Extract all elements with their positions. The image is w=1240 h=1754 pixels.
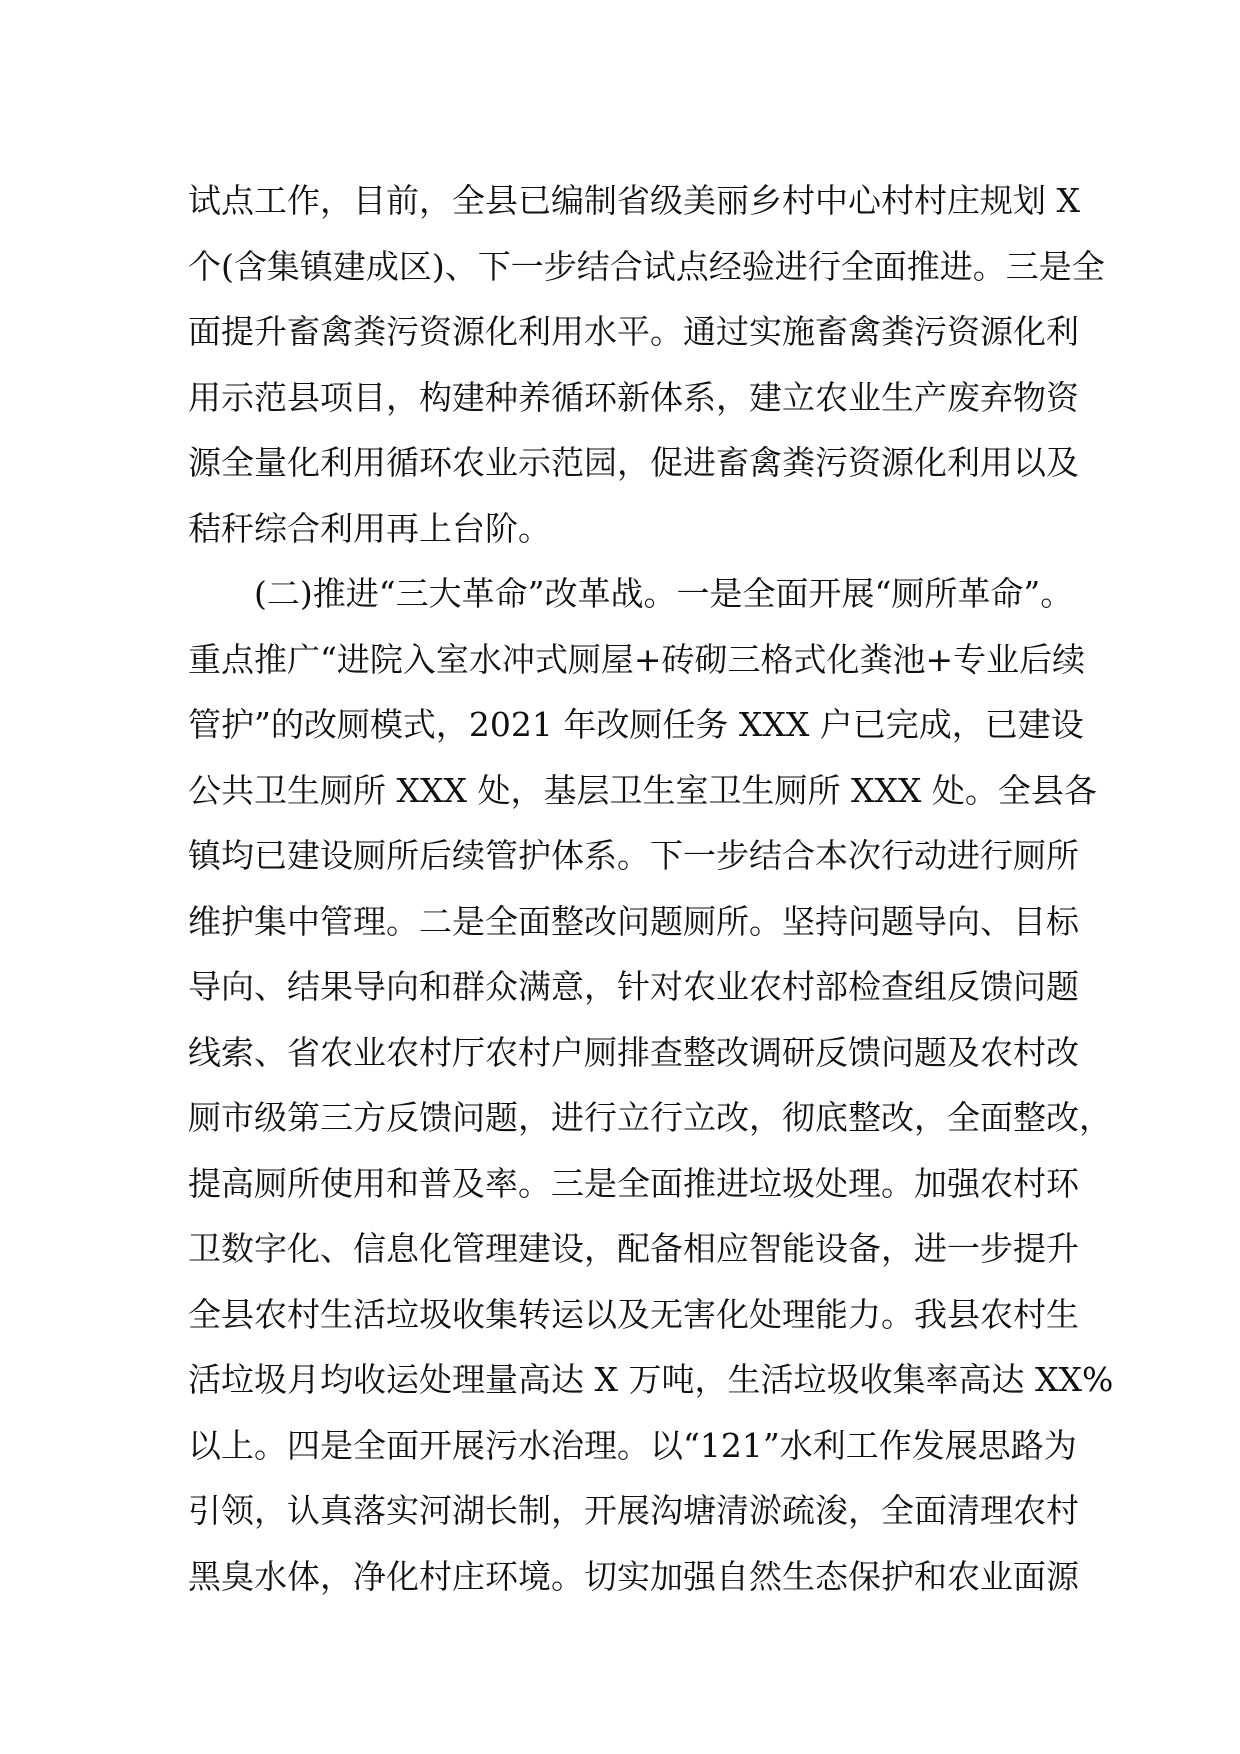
text-line: 维护集中管理。二是全面整改问题厕所。坚持问题导向、目标 — [188, 901, 1079, 941]
text-line: 个(含集镇建成区)、下一步结合试点经验进行全面推进。三是全 — [188, 246, 1105, 286]
text-line: 公共卫生厕所 XXX 处，基层卫生室卫生厕所 XXX 处。全县各 — [188, 770, 1097, 810]
text-line: 厕市级第三方反馈问题，进行立行立改，彻底整改，全面整改， — [188, 1098, 1112, 1137]
text-line: 卫数字化、信息化管理建设，配备相应智能设备，进一步提升 — [188, 1229, 1079, 1268]
text-line: 提高厕所使用和普及率。三是全面推进垃圾处理。加强农村环 — [188, 1163, 1079, 1203]
text-line: 源全量化利用循环农业示范园，促进畜禽粪污资源化利用以及 — [188, 443, 1079, 482]
text-line: 线索、省农业农村厅农村户厕排查整改调研反馈问题及农村改 — [188, 1032, 1079, 1072]
body-text — [188, 168, 1114, 1609]
text-line: 镇均已建设厕所后续管护体系。下一步结合本次行动进行厕所 — [188, 836, 1079, 875]
text-line: 活垃圾月均收运处理量高达 X 万吨，生活垃圾收集率高达 XX% — [188, 1360, 1114, 1399]
section-heading-line: (二)推进“三大革命”改革战。一是全面开展“厕所革命”。 — [254, 574, 1074, 613]
text-line: 管护”的改厕模式，2021 年改厕任务 XXX 户已完成，已建设 — [188, 705, 1084, 744]
text-line: 秸秆综合利用再上台阶。 — [188, 508, 551, 548]
text-line: 试点工作，目前，全县已编制省级美丽乡村中心村村庄规划 X — [188, 181, 1080, 220]
text-line: 以上。四是全面开展污水治理。以“121”水利工作发展思路为 — [188, 1425, 1077, 1465]
text-line: 重点推广“进院入室水冲式厕屋+砖砌三格式化粪池+专业后续 — [188, 639, 1086, 679]
text-line: 全县农村生活垃圾收集转运以及无害化处理能力。我县农村生 — [188, 1294, 1079, 1334]
text-line: 面提升畜禽粪污资源化利用水平。通过实施畜禽粪污资源化利 — [188, 312, 1079, 351]
text-line: 用示范县项目，构建种养循环新体系，建立农业生产废弃物资 — [188, 377, 1079, 417]
text-line: 黑臭水体，净化村庄环境。切实加强自然生态保护和农业面源 — [188, 1556, 1079, 1596]
text-line: 引领，认真落实河湖长制，开展沟塘清淤疏浚，全面清理农村 — [188, 1491, 1079, 1530]
text-line: 导向、结果导向和群众满意，针对农业农村部检查组反馈问题 — [188, 967, 1079, 1006]
